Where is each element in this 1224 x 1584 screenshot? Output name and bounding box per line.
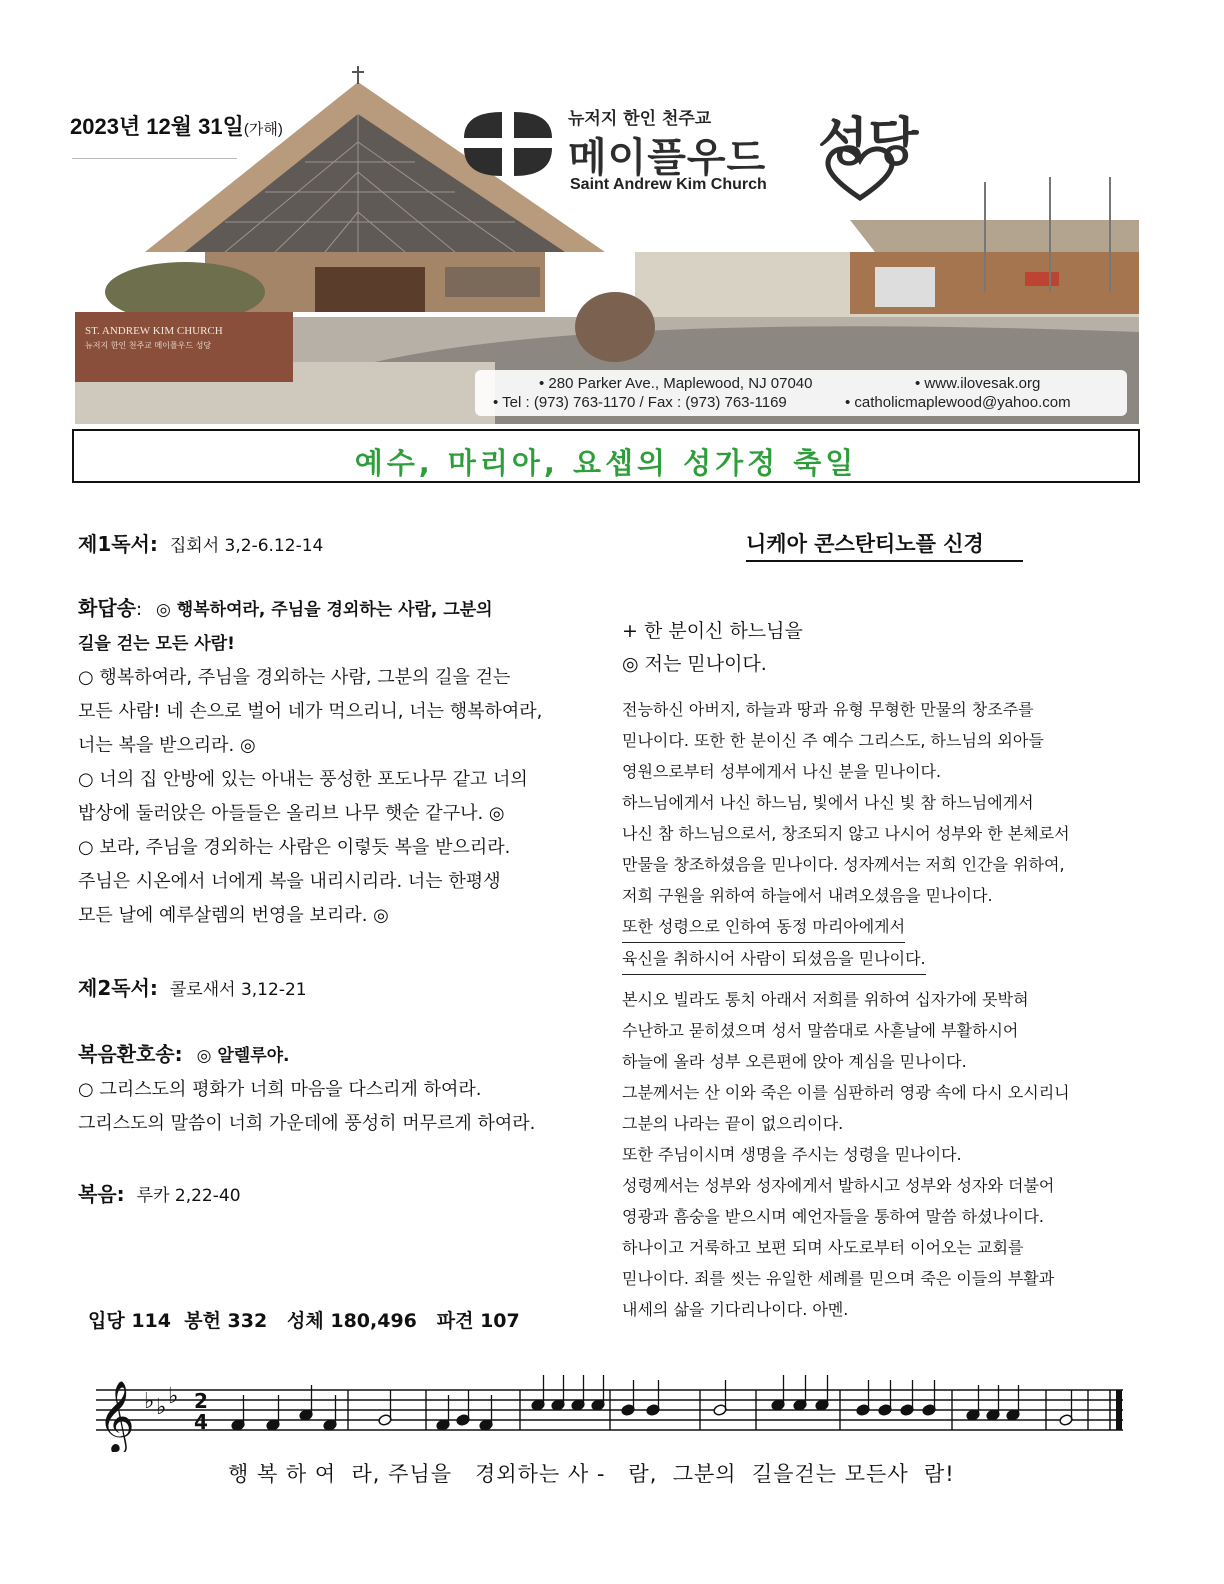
alleluia-verse: ○ 그리스도의 평화가 너희 마음을 다스리게 하여라. [78,1079,482,1100]
creed-line: 하느님에게서 나신 하느님, 빛에서 나신 빛 참 하느님에게서 [622,793,1034,812]
gospel-ref: 루카 2,22-40 [136,1186,241,1206]
creed-line: 성령께서는 성부와 성자에게서 발하시고 성부와 성자와 더불어 [622,1176,1055,1195]
address: • 280 Parker Ave., Maplewood, NJ 07040 [539,375,813,392]
creed-line: 또한 주님이시며 생명을 주시는 성령을 믿나이다. [622,1145,962,1164]
flat-icon: ♭ [168,1384,179,1409]
flat-icon: ♭ [144,1389,155,1414]
feast-title: 예수, 마리아, 요셉의 성가정 축일 [354,446,858,480]
creed-opening [622,615,1142,681]
psalm-response: ◎ 행복하여라, 주님을 경외하는 사람, 그분의 [156,600,493,620]
creed-title: 니케아 콘스탄티노플 신경 [746,532,984,556]
responsorial-psalm: 화답송: ◎ 행복하여라, 주님을 경외하는 사람, 그분의 길을 걷는 모든 사람! ○ 행복하여라, 주님을 경외하는 사람, 그분의 길을 걷는 모든 사람! 네 손으로 벌어 네가 먹으리니, 너는 행복하여라, 너는 복을 받으리라. ◎ ○ 너의 집 안방에 있는 아내는 풍성한 포도나무 같고 너의 밥상에 둘러앉은 아들들은 올리브 나무 햇순 같구나. ◎ ○ 보라, 주님을 경외하는 사람은 이렇듯 복을 받으리라. 주님은 시온에서 너에게 복을 내리시리라. 너는 한평생 모든 날에 예루살렘의 번영을 보리라. ◎ [78,592,618,933]
church-logo [456,100,936,200]
psalm-response-cont: 길을 걷는 모든 사람! [78,634,235,654]
first-reading-label: 제1독서: [78,532,158,556]
feast-title-box [72,429,1140,483]
creed-underlined-line: 또한 성령으로 인하여 동정 마리아에게서 [622,911,905,943]
psalm-verse: ○ 너의 집 안방에 있는 아내는 풍성한 포도나무 같고 너의 [78,769,528,790]
logo-title: 메이플우드 [568,135,767,181]
creed-underlined-line: 육신을 취하시어 사람이 되셨음을 믿나이다. [622,943,926,975]
hymn-numbers: 입당 114 봉헌 332 성체 180,496 파견 107 [88,1310,520,1332]
website-link[interactable]: • www.ilovesak.org [915,375,1041,392]
creed-line: 그분의 나라는 끝이 없으리이다. [622,1114,844,1133]
psalm-verse: 주님은 시온에서 너에게 복을 내리시리라. 너는 한평생 [78,871,501,892]
flat-icon: ♭ [156,1395,167,1420]
creed-line: 하나이고 거룩하고 보편 되며 사도로부터 이어오는 교회를 [622,1238,1024,1257]
treble-clef-icon: 𝄞 [98,1379,135,1452]
creed-paragraph-2 [622,984,1142,1325]
final-barline [1116,1390,1122,1430]
creed-line: 수난하고 묻히셨으며 성서 말씀대로 사흗날에 부활하시어 [622,1021,1019,1040]
gospel-label: 복음: [78,1182,125,1206]
hymn-lyrics: 행 복 하 여 라, 주님을 경외하는 사 - 람, 그분의 길을걷는 모든사 람! [228,1462,955,1486]
creed-title-underline [746,560,1023,562]
alleluia-response: ◎ 알렐루야. [196,1046,290,1066]
creed-line: 믿나이다. 또한 한 분이신 주 예수 그리스도, 하느님의 외아들 [622,731,1044,750]
creed-line: 전능하신 아버지, 하늘과 땅과 유형 무형한 만물의 창조주를 [622,700,1034,719]
contact-info [475,370,1127,416]
creed-line: 본시오 빌라도 통치 아래서 저희를 위하여 십자가에 못박혀 [622,990,1029,1009]
first-reading-ref: 집회서 3,2-6.12-14 [169,536,324,556]
creed-line: 하늘에 올라 성부 오른편에 앉아 계심을 믿나이다. [622,1052,967,1071]
alleluia-verse: 그리스도의 말씀이 너희 가운데에 풍성히 머무르게 하여라. [78,1113,536,1134]
time-signature-bottom: 4 [194,1410,208,1434]
second-reading-ref: 콜로새서 3,12-21 [169,980,307,1000]
second-reading [78,972,618,1001]
psalm-verse: 모든 사람! 네 손으로 벌어 네가 먹으리니, 너는 행복하여라, [78,701,543,722]
psalm-verse: 모든 날에 예루살렘의 번영을 보리라. ◎ [78,905,389,926]
gospel [78,1178,618,1207]
logo-english-name: Saint Andrew Kim Church [570,176,767,193]
creed-opening-line: ◎ 저는 믿나이다. [622,653,767,675]
creed-line: 믿나이다. 죄를 씻는 유일한 세례를 믿으며 죽은 이들의 부활과 [622,1269,1055,1288]
psalm-verse: 너는 복을 받으리라. ◎ [78,735,256,756]
logo-subtitle: 뉴저지 한인 천주교 [568,109,712,129]
heart-icon [820,140,900,204]
creed-line: 내세의 삶을 기다리나이다. 아멘. [622,1300,849,1319]
first-reading [78,528,618,557]
creed-line: 저희 구원을 위하여 하늘에서 내려오셨음을 믿나이다. [622,886,993,905]
creed-line: 나신 참 하느님으로서, 창조되지 않고 나시어 성부와 한 본체로서 [622,824,1070,843]
creed-paragraph-1 [622,694,1142,975]
creed-line: 영광과 흠숭을 받으시며 예언자들을 통하여 말씀 하셨나이다. [622,1207,1045,1226]
time-signature-top: 2 [194,1389,208,1413]
psalm-verse: ○ 보라, 주님을 경외하는 사람은 이렇듯 복을 받으리라. [78,837,511,858]
psalm-verse: ○ 행복하여라, 주님을 경외하는 사람, 그분의 길을 걷는 [78,667,511,688]
creed-opening-line: + 한 분이신 하느님을 [622,620,803,642]
svg-text:뉴저지 한인 천주교 메이플우드 성당: 뉴저지 한인 천주교 메이플우드 성당 [85,341,212,350]
music-staff [88,1362,1138,1452]
gospel-acclamation [78,1038,618,1141]
psalm-verse: 밥상에 둘러앉은 아들들은 올리브 나무 햇순 같구나. ◎ [78,803,505,824]
logo-title-big: 성당 [818,113,919,173]
phone-fax: • Tel : (973) 763-1170 / Fax : (973) 763-1169 [493,394,787,411]
creed-line: 만물을 창조하셨음을 믿나이다. 성자께서는 저희 인간을 위하여, [622,855,1065,874]
alleluia-label: 복음환호송: [78,1042,183,1066]
creed-line: 그분께서는 산 이와 죽은 이를 심판하러 영광 속에 다시 오시리니 [622,1083,1070,1102]
email-link[interactable]: • catholicmaplewood@yahoo.com [845,394,1071,411]
bulletin-date: 2023년 12월 31일(가해) [70,114,283,139]
creed-line: 영원으로부터 성부에게서 나신 분을 믿나이다. [622,762,942,781]
date-underline [72,158,237,159]
church-logo-icon [456,108,560,180]
svg-text:ST. ANDREW KIM CHURCH: ST. ANDREW KIM CHURCH [85,325,223,337]
psalm-label: 화답송 [78,596,136,620]
second-reading-label: 제2독서: [78,976,158,1000]
